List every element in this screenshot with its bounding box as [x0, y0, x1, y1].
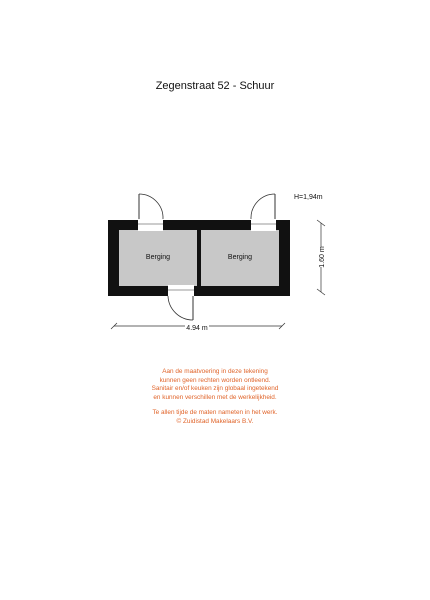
disclaimer-line: Te allen tijde de maten nameten in het werk.: [152, 409, 278, 417]
copyright-line: © Zuidistad Makelaars B.V.: [176, 417, 254, 425]
door-swing-right: [251, 194, 275, 219]
width-label: 4.94 m: [186, 325, 208, 332]
depth-label: 1.60 m: [319, 246, 326, 268]
disclaimer: [0, 368, 430, 427]
plan-title: Zegenstraat 52 - Schuur: [155, 80, 275, 92]
room-label-right: Berging: [227, 254, 253, 261]
width-dimension: [111, 322, 285, 332]
door-swing-bottom: [168, 296, 193, 320]
height-label: H=1,94m: [294, 194, 323, 201]
depth-dimension: [317, 220, 326, 295]
door-swing-left: [139, 194, 163, 219]
disclaimer-line: kunnen geen rechten worden ontleend.: [159, 376, 271, 384]
door-opening-left: [138, 218, 163, 231]
disclaimer-line: en kunnen verschillen met de werkelijkheid.: [153, 393, 277, 401]
disclaimer-line: Aan de maatvoering in deze tekening: [162, 368, 268, 375]
room-label-left: Berging: [145, 254, 171, 261]
door-opening-right: [251, 218, 276, 231]
disclaimer-line: Sanitair en/of keuken zijn globaal ingetekend: [151, 385, 279, 393]
door-opening-bottom: [168, 285, 194, 298]
